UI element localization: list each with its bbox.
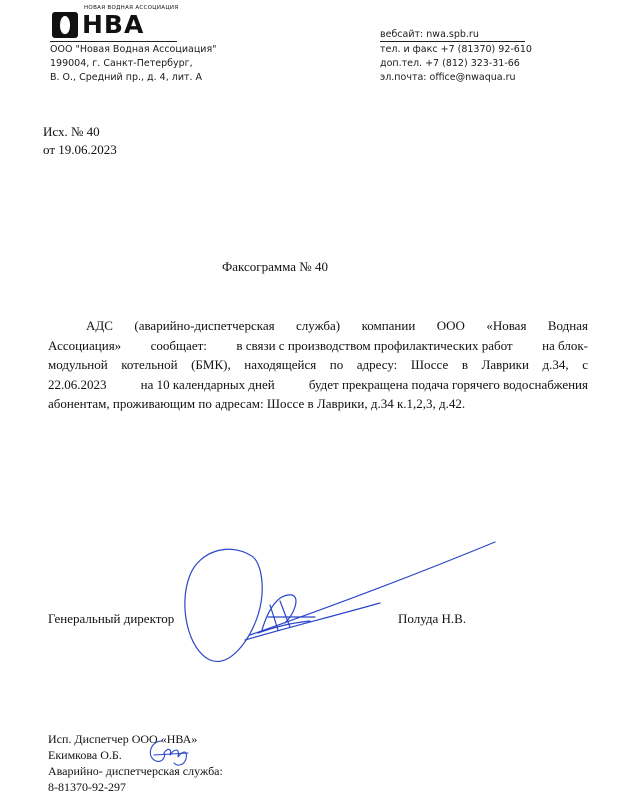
body-word: «Новая xyxy=(486,318,527,333)
phone-fax: тел. и факс +7 (81370) 92-610 xyxy=(380,44,532,55)
body-line xyxy=(48,394,588,414)
outgoing-number: Исх. № 40 xyxy=(43,124,100,139)
body-line xyxy=(48,316,588,336)
company-name: ООО "Новая Водная Ассоциация" xyxy=(50,44,217,55)
body-line xyxy=(48,355,588,375)
body-word: находящейся xyxy=(244,357,317,372)
document-title: Факсограмма № 40 xyxy=(222,259,328,274)
body-word: абонентам, проживающим по адресам: Шоссе в Лаврики, д.34 к.1,2,3, д.42. xyxy=(48,396,466,411)
address-line-1: 199004, г. Санкт-Петербург, xyxy=(50,58,193,69)
body-word: компании xyxy=(361,318,416,333)
logo-tagline: НОВАЯ ВОДНАЯ АССОЦИАЦИЯ xyxy=(84,5,179,11)
signatory-position: Генеральный директор xyxy=(48,611,175,626)
logo-underline xyxy=(50,41,177,42)
body-word: модульной xyxy=(48,357,108,372)
body-word: Ассоциация» xyxy=(48,337,122,353)
body-word: (аварийно-диспетчерская xyxy=(134,318,275,333)
website: вебсайт: nwa.spb.ru xyxy=(380,29,479,40)
body-word: Лаврики xyxy=(481,357,529,372)
body-word: на 10 календарных дней xyxy=(140,376,275,392)
director-signature xyxy=(150,535,510,665)
body-word: АДС xyxy=(86,318,113,333)
body-word: по xyxy=(329,357,344,372)
body-word: адресу: xyxy=(356,357,398,372)
address-line-2: В. О., Средний пр., д. 4, лит. А xyxy=(50,72,203,83)
body-word: ООО xyxy=(436,318,465,333)
body-word: (БМК), xyxy=(191,357,231,372)
body-word: сообщает: xyxy=(150,337,207,353)
body-word: котельной xyxy=(121,357,178,372)
body-word: д.34, xyxy=(542,357,569,372)
body-paragraph xyxy=(48,316,588,414)
logo-drop-icon xyxy=(60,16,70,34)
body-line xyxy=(48,375,588,395)
body-word: на блок- xyxy=(542,337,588,353)
executor: Исп. Диспетчер ООО «НВА» xyxy=(48,732,198,746)
body-word: с xyxy=(582,357,588,372)
executor-signature xyxy=(140,735,200,769)
signatory-name: Полуда Н.В. xyxy=(398,611,467,626)
outgoing-date: от 19.06.2023 xyxy=(43,142,117,157)
executor-name: Екимкова О.Б. xyxy=(48,748,122,762)
body-word: 22.06.2023 xyxy=(48,376,107,392)
body-word: в xyxy=(461,357,468,372)
body-word: служба) xyxy=(296,318,341,333)
email: эл.почта: office@nwaqua.ru xyxy=(380,72,516,83)
service-label: Аварийно- диспетчерская служба: xyxy=(48,764,223,778)
logo-letters: НВА xyxy=(82,10,145,39)
extra-phone: доп.тел. +7 (812) 323-31-66 xyxy=(380,58,520,69)
body-word: будет прекращена подача горячего водоснабжения xyxy=(308,376,588,392)
body-word: в связи с производством профилактических работ xyxy=(236,337,513,353)
body-line xyxy=(48,336,588,356)
body-word: Шоссе xyxy=(410,357,449,372)
service-phone: 8-81370-92-297 xyxy=(48,780,126,794)
body-word: Водная xyxy=(547,318,588,333)
